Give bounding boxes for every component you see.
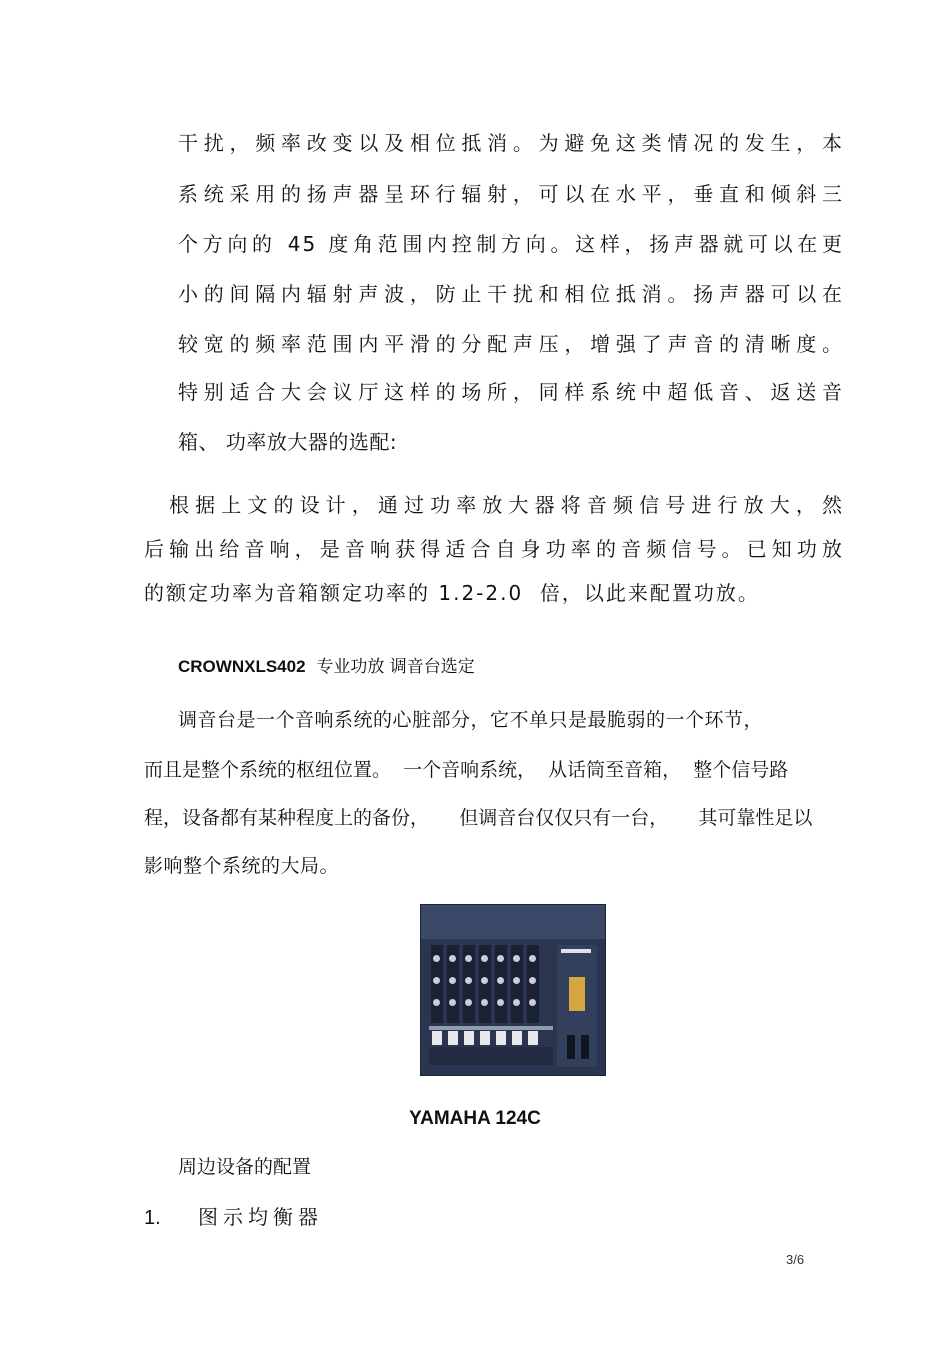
- mixer-knob: [529, 999, 536, 1006]
- mixer-knob: [497, 977, 504, 984]
- peripheral-heading: 周边设备的配置: [178, 1156, 312, 1178]
- list-item-text: 图示均衡器: [198, 1205, 323, 1229]
- mixer-level-meter: [569, 977, 585, 1011]
- paragraph-1-line-1: 干扰，频率改变以及相位抵消。为避免这类情况的发生，本: [178, 131, 844, 155]
- section-heading: [178, 655, 475, 679]
- mixer-knob: [513, 955, 520, 962]
- list-item: [144, 1203, 323, 1232]
- paragraph-1-line-4: 小的间隔内辐射声波，防止干扰和相位抵消。扬声器可以在: [178, 282, 844, 306]
- mixer-knob: [449, 977, 456, 984]
- mixer-knob: [433, 999, 440, 1006]
- mixer-knob: [497, 955, 504, 962]
- mixer-knob: [481, 977, 488, 984]
- paragraph-3-line-4: 影响整个系统的大局。: [144, 855, 340, 877]
- paragraph-3-line-1: 调音台是一个音响系统的心脏部分，它不单只是最脆弱的一个环节，: [178, 709, 764, 731]
- list-item-number: 1.: [144, 1207, 161, 1229]
- mixer-fader: [528, 1031, 538, 1045]
- paragraph-3-line-3: 程，设备都有某种程度上的备份， 但调音台仅仅只有一台， 其可靠性足以: [144, 807, 813, 829]
- mixer-master-fader: [581, 1035, 589, 1059]
- paragraph-1-line-7: 箱、 功率放大器的选配:: [178, 430, 398, 454]
- paragraph-1-line-5: 较宽的频率范围内平滑的分配声压，增强了声音的清晰度。: [178, 332, 844, 356]
- mixer-fader-bed: [429, 1047, 553, 1065]
- mixer-knob: [433, 955, 440, 962]
- mixer-fader: [432, 1031, 442, 1045]
- heading-model: CROWNXLS402: [178, 657, 306, 676]
- mixer-knob: [449, 999, 456, 1006]
- mixer-knob: [497, 999, 504, 1006]
- mixer-knob: [513, 999, 520, 1006]
- mixer-fader: [464, 1031, 474, 1045]
- mixer-knob: [481, 999, 488, 1006]
- mixer-knob: [465, 955, 472, 962]
- mixer-fader: [480, 1031, 490, 1045]
- paragraph-2-line-3: 的额定功率为音箱额定功率的 1.2-2.0 倍，以此来配置功放。: [144, 581, 760, 605]
- paragraph-2-line-1: 根据上文的设计，通过功率放大器将音频信号进行放大，然: [144, 493, 844, 517]
- page-number: 3/6: [786, 1252, 805, 1267]
- mixer-knob: [465, 999, 472, 1006]
- mixer-master-fader: [567, 1035, 575, 1059]
- mixer-image: [420, 904, 606, 1076]
- mixer-knob: [481, 955, 488, 962]
- mixer-fader: [496, 1031, 506, 1045]
- heading-rest: 专业功放 调音台选定: [305, 657, 475, 677]
- paragraph-1-line-2: 系统采用的扬声器呈环行辐射，可以在水平，垂直和倾斜三: [178, 182, 844, 206]
- mixer-knob: [529, 977, 536, 984]
- mixer-fader: [512, 1031, 522, 1045]
- mixer-knob: [449, 955, 456, 962]
- mixer-button-rail: [429, 1026, 553, 1030]
- mixer-knob: [513, 977, 520, 984]
- mixer-knob: [529, 955, 536, 962]
- mixer-brand-plate: [561, 949, 591, 953]
- paragraph-1-line-3: 个方向的 45 度角范围内控制方向。这样，扬声器就可以在更: [178, 232, 844, 256]
- mixer-fader: [448, 1031, 458, 1045]
- paragraph-2-line-2: 后输出给音响，是音响获得适合自身功率的音频信号。已知功放: [144, 537, 844, 561]
- paragraph-1-line-6: 特别适合大会议厅这样的场所，同样系统中超低音、返送音: [178, 380, 844, 404]
- mixer-knob: [433, 977, 440, 984]
- mixer-knob: [465, 977, 472, 984]
- mixer-top-panel: [421, 905, 605, 939]
- image-caption: YAMAHA 124C: [409, 1108, 541, 1129]
- paragraph-3-line-2: 而且是整个系统的枢纽位置。 一个音响系统， 从话筒至音箱， 整个信号路: [144, 759, 789, 781]
